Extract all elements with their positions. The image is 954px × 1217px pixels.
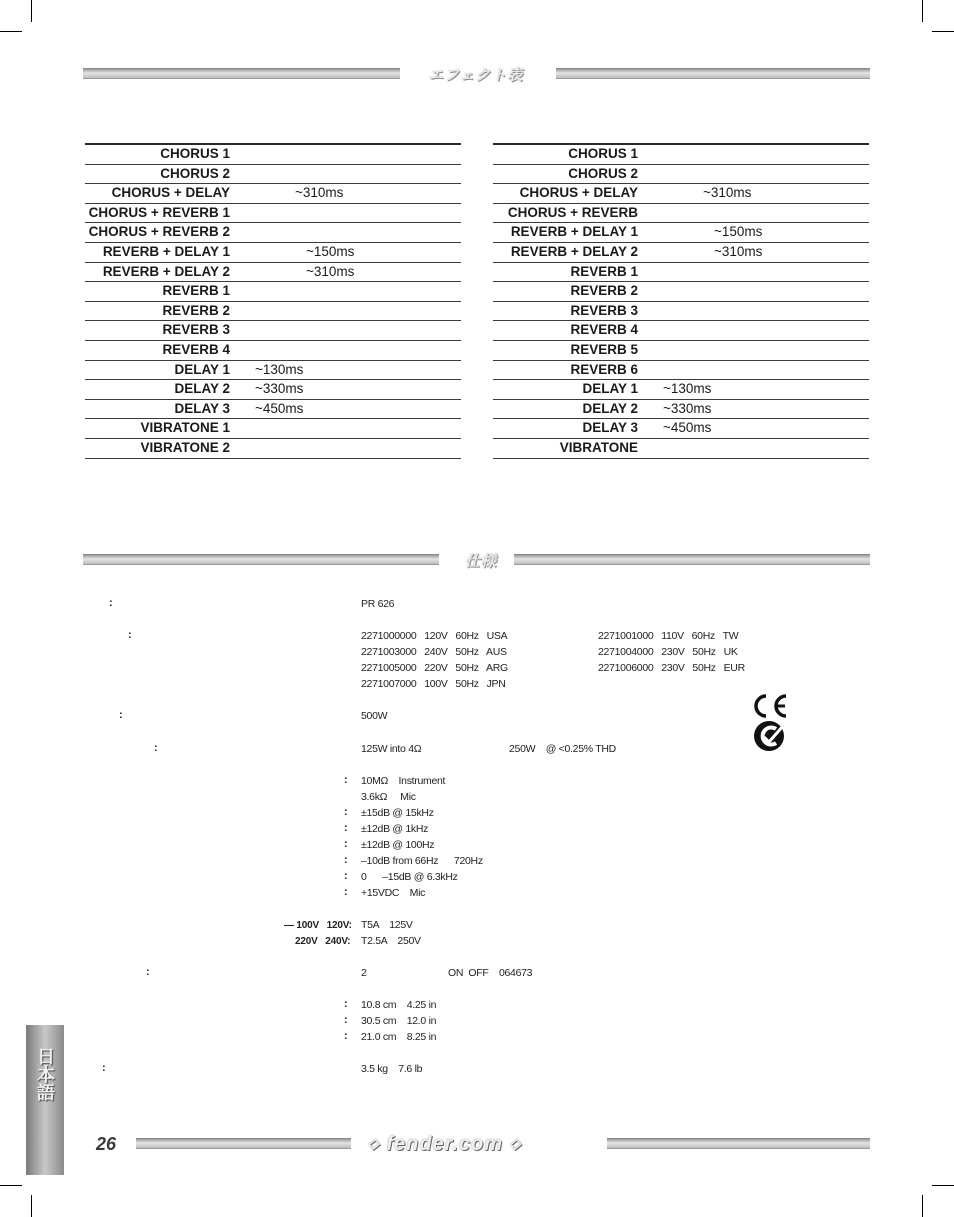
website-text: fender.com xyxy=(386,1133,504,1155)
crop-mark xyxy=(922,1195,923,1217)
effect-row xyxy=(85,145,461,165)
header-bar-left xyxy=(83,68,400,79)
crop-mark xyxy=(31,0,32,22)
effect-row xyxy=(85,321,461,341)
effect-name: CHORUS + DELAY xyxy=(111,185,230,201)
effect-delay-time: ~310ms xyxy=(295,185,344,201)
colon: : xyxy=(344,854,348,866)
spec-treble: ±15dB @ 15kHz xyxy=(361,807,434,819)
crop-mark xyxy=(932,31,954,32)
crop-mark xyxy=(0,1185,22,1186)
colon: : xyxy=(109,597,113,609)
effect-name: CHORUS 2 xyxy=(568,165,638,181)
colon: : xyxy=(344,1014,348,1026)
crop-mark xyxy=(0,31,22,32)
colon: : xyxy=(344,870,348,882)
colon: : xyxy=(154,742,158,754)
effect-row xyxy=(493,439,869,459)
effect-delay-time: ~450ms xyxy=(255,400,304,416)
effect-name: REVERB 5 xyxy=(570,341,638,357)
spec-mid: ±12dB @ 1kHz xyxy=(361,823,429,835)
colon: : xyxy=(344,886,348,898)
effect-name: REVERB 1 xyxy=(162,283,230,299)
spec-notch: 0 –15dB @ 6.3kHz xyxy=(361,871,458,883)
effect-row xyxy=(85,419,461,439)
spec-power-output: 125W into 4Ω xyxy=(361,743,422,755)
colon: : xyxy=(146,966,150,978)
diamond-icon: ◇ xyxy=(509,1135,522,1151)
colon: : xyxy=(102,1062,106,1074)
effect-row xyxy=(85,165,461,185)
colon: : xyxy=(119,709,123,721)
effect-name: CHORUS + REVERB xyxy=(507,204,638,220)
part-number-row: 2271003000 240V 50Hz AUS xyxy=(361,646,507,658)
effect-name: CHORUS 1 xyxy=(160,146,230,161)
effect-row xyxy=(85,341,461,361)
effects-table-left xyxy=(85,143,461,459)
effect-name: VIBRATONE 2 xyxy=(140,439,230,455)
effect-row xyxy=(85,439,461,459)
effect-name: REVERB 3 xyxy=(162,322,230,338)
effect-name: CHORUS 1 xyxy=(568,146,638,161)
effect-row xyxy=(493,204,869,224)
effect-row xyxy=(85,282,461,302)
effect-name: REVERB + DELAY 1 xyxy=(510,224,638,240)
effects-section-title: エフェクト表 xyxy=(428,67,524,84)
spec-input-impedance: 3.6kΩ Mic xyxy=(361,791,416,803)
colon: : xyxy=(128,629,132,641)
effect-row xyxy=(85,184,461,204)
spec-power-consumption: 500W xyxy=(361,710,388,722)
effect-row xyxy=(85,243,461,263)
colon: : xyxy=(344,822,348,834)
c-tick-mark-icon xyxy=(750,720,790,752)
effect-name: REVERB + DELAY 2 xyxy=(510,243,638,259)
part-number-row: 2271005000 220V 50Hz ARG xyxy=(361,662,508,674)
effect-name: DELAY 2 xyxy=(582,400,638,416)
effect-name: DELAY 3 xyxy=(582,420,638,436)
effect-name: REVERB 4 xyxy=(570,322,638,338)
effect-row xyxy=(493,400,869,420)
part-number-row: 2271001000 110V 60Hz TW xyxy=(598,630,739,642)
spec-power-output-bridge: 250W @ <0.25% THD xyxy=(509,743,616,755)
website-logo xyxy=(368,1133,521,1156)
effect-row xyxy=(493,302,869,322)
effect-name: CHORUS 2 xyxy=(160,165,230,181)
specs-bar-left xyxy=(83,554,439,565)
effect-name: REVERB 2 xyxy=(570,283,638,299)
effect-row xyxy=(493,282,869,302)
diamond-icon: ◇ xyxy=(368,1135,380,1151)
colon: : xyxy=(344,806,348,818)
effect-name: DELAY 3 xyxy=(174,400,230,416)
fuse-voltage-label: 220V 240V: xyxy=(295,936,351,947)
language-tab-label: 日本語 xyxy=(35,1047,55,1101)
footer-bar-left xyxy=(136,1138,351,1149)
page-number: 26 xyxy=(96,1134,117,1154)
spec-bass: ±12dB @ 100Hz xyxy=(361,839,435,851)
effect-row xyxy=(85,380,461,400)
effect-name: CHORUS + DELAY xyxy=(519,185,638,201)
header-bar-right xyxy=(556,68,870,79)
spec-phantom: +15VDC Mic xyxy=(361,887,426,899)
spec-footswitch-count: 2 xyxy=(361,967,367,979)
effect-name: REVERB 2 xyxy=(162,302,230,318)
effect-name: VIBRATONE xyxy=(559,439,638,455)
effect-delay-time: ~450ms xyxy=(663,420,712,436)
effect-name: REVERB 1 xyxy=(570,263,638,279)
spec-input-impedance: 10MΩ Instrument xyxy=(361,775,446,787)
part-number-row: 2271004000 230V 50Hz UK xyxy=(598,646,738,658)
crop-mark xyxy=(932,1185,954,1186)
part-number-row: 2271007000 100V 50Hz JPN xyxy=(361,678,506,690)
effect-name: DELAY 2 xyxy=(174,381,230,397)
effect-row xyxy=(493,361,869,381)
effects-table-right xyxy=(493,143,869,459)
crop-mark xyxy=(31,1195,32,1217)
effect-row xyxy=(85,263,461,283)
effect-delay-time: ~310ms xyxy=(714,243,763,259)
specs-bar-right xyxy=(514,554,870,565)
effect-delay-time: ~150ms xyxy=(714,224,763,240)
footer-bar-right xyxy=(607,1138,870,1149)
effect-row xyxy=(493,263,869,283)
ce-mark-icon xyxy=(748,693,790,719)
spec-width: 30.5 cm 12.0 in xyxy=(361,1015,437,1027)
effect-row xyxy=(493,243,869,263)
effect-row xyxy=(493,321,869,341)
effect-row xyxy=(85,400,461,420)
effect-name: REVERB 3 xyxy=(570,302,638,318)
effect-delay-time: ~330ms xyxy=(255,381,304,397)
effect-name: DELAY 1 xyxy=(582,381,638,397)
crop-mark xyxy=(922,0,923,22)
effect-delay-time: ~130ms xyxy=(255,361,304,377)
spec-depth: 21.0 cm 8.25 in xyxy=(361,1031,437,1043)
effect-row xyxy=(85,361,461,381)
spec-type: PR 626 xyxy=(361,598,395,610)
colon: : xyxy=(344,774,348,786)
specs-section-title: 仕様 xyxy=(465,553,498,570)
effect-row xyxy=(493,341,869,361)
spec-fuse: T5A 125V xyxy=(361,919,413,931)
effect-name: REVERB 4 xyxy=(162,341,230,357)
effect-name: DELAY 1 xyxy=(174,361,230,377)
effect-row xyxy=(493,165,869,185)
effect-delay-time: ~150ms xyxy=(306,243,355,259)
effect-delay-time: ~310ms xyxy=(703,185,752,201)
colon: : xyxy=(344,998,348,1010)
effect-row xyxy=(493,184,869,204)
spec-tilt: –10dB from 66Hz 720Hz xyxy=(361,855,483,867)
effect-delay-time: ~330ms xyxy=(663,400,712,416)
spec-height: 10.8 cm 4.25 in xyxy=(361,999,437,1011)
part-number-row: 2271006000 230V 50Hz EUR xyxy=(598,662,745,674)
effect-name: VIBRATONE 1 xyxy=(140,420,230,436)
effect-row xyxy=(493,223,869,243)
effect-row xyxy=(85,302,461,322)
effect-name: REVERB + DELAY 2 xyxy=(102,263,230,279)
effect-row xyxy=(493,145,869,165)
effect-name: CHORUS + REVERB 2 xyxy=(88,224,230,240)
part-number-row: 2271000000 120V 60Hz USA xyxy=(361,630,508,642)
effect-delay-time: ~310ms xyxy=(306,263,355,279)
effect-row xyxy=(493,419,869,439)
colon: : xyxy=(344,1030,348,1042)
effect-row xyxy=(85,223,461,243)
effect-row xyxy=(85,204,461,224)
spec-weight: 3.5 kg 7.6 lb xyxy=(361,1063,423,1075)
fuse-voltage-label: — 100V 120V: xyxy=(284,920,352,931)
spec-footswitch-detail: ON OFF 064673 xyxy=(448,967,533,979)
language-side-tab xyxy=(26,1025,64,1175)
effect-name: REVERB + DELAY 1 xyxy=(102,243,230,259)
spec-fuse: T2.5A 250V xyxy=(361,935,421,947)
effect-delay-time: ~130ms xyxy=(663,381,712,397)
effect-name: CHORUS + REVERB 1 xyxy=(88,204,230,220)
effect-row xyxy=(493,380,869,400)
effect-name: REVERB 6 xyxy=(570,361,638,377)
colon: : xyxy=(344,838,348,850)
